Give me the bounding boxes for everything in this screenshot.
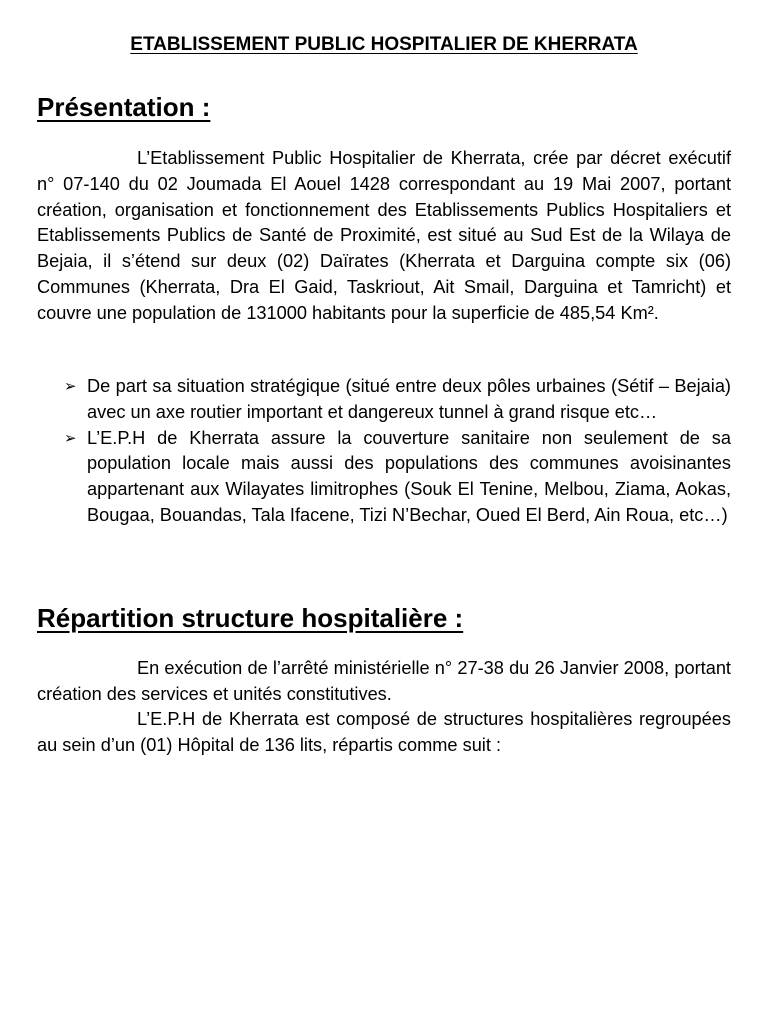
section-heading-repartition: Répartition structure hospitalière : (37, 603, 464, 633)
arrowhead-bullet-icon: ➢ (64, 429, 77, 447)
bullet-text: De part sa situation stratégique (situé entre deux pôles urbaines (Sétif – Bejaia) avec un axe routier important et dangereux tunnel à grand risque etc… (87, 376, 731, 422)
list-item (64, 426, 731, 529)
repartition-paragraph-2: L’E.P.H de Kherrata est composé de structures hospitalières regroupées au sein d’un (01) Hôpital de 136 lits, répartis comme suit : (37, 709, 731, 755)
section-heading-presentation: Présentation : (37, 92, 211, 122)
bullet-text: L’E.P.H de Kherrata assure la couverture sanitaire non seulement de sa population locale mais aussi des populations des communes avoisinantes appartenant aux Wilayates limitrophes (Souk El Tenine, Melbou, Ziama, Aokas, Bougaa, Bouandas, Tala Ifacene, Tizi N’Bechar, Oued El Berd, Ain Roua, etc…) (87, 427, 731, 525)
repartition-paragraph-1: En exécution de l’arrêté ministérielle n° 27-38 du 26 Janvier 2008, portant création des services et unités constitutives. (37, 658, 731, 704)
document-title: ETABLISSEMENT PUBLIC HOSPITALIER DE KHERRATA (130, 34, 638, 55)
presentation-paragraph: L’Etablissement Public Hospitalier de Kherrata, crée par décret exécutif n° 07-140 du 02 Joumada El Aouel 1428 correspondant au 19 Mai 2007, portant création, organisation et fonctionnement des Etablissements Publics Hospitaliers et Etablissements Publics de Santé de Proximité, est situé au Sud Est de la Wilaya de Bejaia, il s’étend sur deux (02) Daïrates (Kherrata et Darguina compte six (06) Communes (Kherrata, Dra El Gaid, Taskriout, Ait Smail, Darguina et Tamricht) et couvre une population de 131000 habitants pour la superficie de 485,54 Km². (37, 148, 731, 323)
bullet-list (0, 374, 768, 529)
arrowhead-bullet-icon: ➢ (64, 378, 77, 395)
list-item (64, 374, 731, 426)
